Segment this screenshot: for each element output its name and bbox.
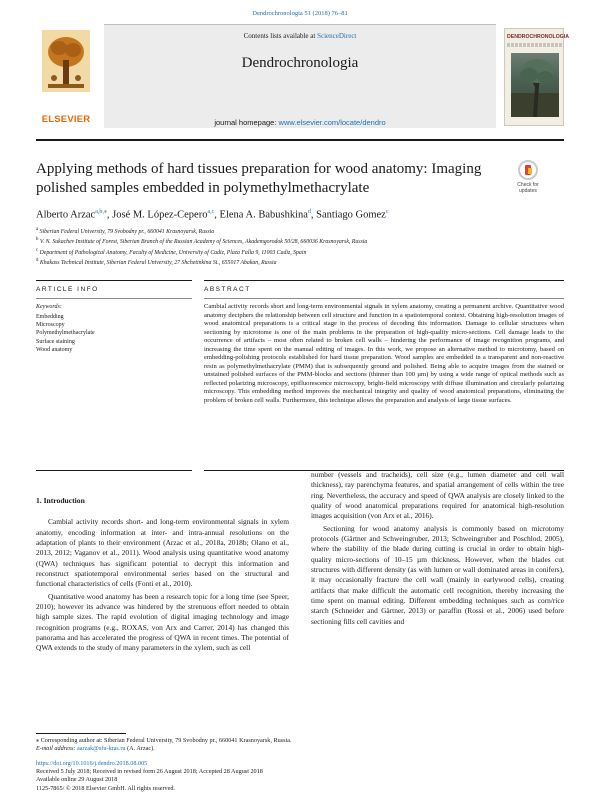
corresponding-author-note: ⁎ Corresponding author at: Siberian Federal University, 79 Svobodny pr., 660041 Krasnoyarsk, Russia. [36, 737, 292, 744]
journal-name: Dendrochronologia [241, 55, 359, 71]
affiliation-marker: d [36, 257, 39, 263]
author-affiliation-marker[interactable]: c [385, 209, 389, 215]
author-name[interactable]: José M. López-Cepero [112, 209, 208, 221]
abstract-heading: ABSTRACT [204, 286, 251, 293]
body-column-left [36, 488, 289, 656]
body-paragraph: Quantitative wood anatomy has been a research topic for a long time (see Speer, 2010); however its advance was hindered by the strenuous effort needed to obtain high sample sizes. The rapid evolution of digital imaging technology and image recognition programs (e.g., ROXAS, von Arx and Carrer, 2014) has changed this panorama and has accelerated the progress of QWA in recent times. The potential of QWA extends to the study of many parameters in the xylem, such as cell [36, 591, 289, 653]
affiliation-text: Siberian Federal University, 79 Svobodny pr., 660041 Krasnoyarsk, Russia [39, 228, 215, 235]
article-info-bottom-rule [36, 470, 192, 471]
abstract-sub-rule [204, 298, 564, 299]
author-affiliation-marker[interactable]: d [307, 209, 311, 215]
article-info-heading: ARTICLE INFO [36, 286, 99, 293]
keyword-item: Microscopy [36, 322, 65, 329]
body-paragraph: Cambial activity records short- and long-term environmental signals in xylem anatomy, encoding information at inter- and intra-annual resolutions on the adaptation of plants to their environment (Arzac et al., 2018a, 2018b; Olano et al., 2013, 2012; Vaganov et al., 2011). Wood analysis using quantitative wood anatomy (QWA) techniques has significant potential to decrypt this information and reconstruct spatiotemporal environmental series based on the structural and functional characteristics of cells (Fonti et al., 2010). [36, 517, 289, 589]
author-affiliation-marker[interactable]: a,b,⁎ [95, 209, 107, 215]
footnote [36, 737, 564, 753]
homepage-label: journal homepage: [214, 118, 279, 127]
email-link[interactable]: aarzak@sfu-kras.ru [77, 745, 126, 753]
keywords-label: Keywords: [36, 304, 62, 310]
affiliation-text: Khakass Technical Institute, Siberian Federal University, 27 Shchetinkina St., 655017 Abakan, Russia [39, 259, 277, 266]
keyword-list [36, 313, 95, 354]
keyword-item: Surface staining [36, 338, 75, 345]
body-paragraph: Sectioning for wood anatomy analysis is commonly based on microtomy protocols (Gärtner and Schweingruber, 2013; Schweingruber and Poschlod, 2005), where the stability of the blade during cutting is crucial in order to obtain high-quality micro-sections of 10–15 µm thickness. However, when the blades cut structures with different density (as with lumen or wall dominated areas in conifers), it may occasionally fracture the cell wall (mainly in earlywood cells), creating artifacts that make difficult the automatic cell recognition, thereby increasing the time spent on manual editing. Different embedding techniques such as corn/rice starch (Schneider and Gärtner, 2013) or paraffin (Rossi et al., 2006) used before sectioning fills cell cavities and [311, 523, 564, 626]
check-updates-icon [518, 160, 538, 180]
keyword-item: Embedding [36, 314, 64, 320]
affiliation-text: Department of Pathological Anatomy, Faculty of Medicine, University of Cadiz, Plaza Falla 9, 11003 Cadiz, Spain [39, 249, 307, 256]
cover-title: DENDROCHRONOLOGIA [507, 34, 569, 40]
header-divider [36, 139, 564, 141]
journal-citation[interactable]: Dendrochronologia 51 (2018) 76–81 [252, 10, 348, 17]
publisher-name: ELSEVIER [41, 114, 91, 125]
homepage-link[interactable]: www.elsevier.com/locate/dendro [278, 118, 386, 127]
author-affiliation-marker[interactable]: a,c [207, 209, 215, 215]
elsevier-tree-icon [42, 30, 90, 92]
article-title: Applying methods of hard tissues preparation for wood anatomy: Imaging polished samples embedded in polymethylmethacrylate [36, 161, 482, 196]
cover-subtitle-line [507, 43, 563, 47]
author-name[interactable]: Santiago Gomez [316, 209, 386, 221]
section-heading: 1. Introduction [36, 496, 85, 505]
journal-cover[interactable] [504, 28, 569, 126]
contents-line [104, 32, 496, 40]
affiliation-item [36, 226, 564, 236]
check-updates-label: Check for updates [517, 182, 539, 194]
body-column-right [311, 470, 564, 629]
article-info-sub-rule [36, 298, 192, 299]
elsevier-logo[interactable] [36, 24, 96, 124]
article-info-top-rule [36, 280, 192, 281]
copyright-line: 1125-7865/ © 2018 Elsevier GmbH. All rights reserved. [36, 784, 176, 792]
sciencedirect-link[interactable]: ScienceDirect [317, 32, 357, 40]
keyword-item: Wood anatomy [36, 346, 73, 353]
affiliation-list [36, 226, 564, 267]
check-for-updates-badge[interactable] [508, 160, 548, 204]
author-name[interactable]: Elena A. Babushkina [219, 209, 308, 221]
affiliation-item [36, 247, 564, 257]
contents-prefix: Contents lists available at [243, 32, 318, 40]
author-list: Alberto Arzac$^{a,b,⁎}$, José M. López-Cepero$^{a,c}$, Elena A. Babushkina$^d$, Santiago Gomez$^c$ [36, 209, 389, 221]
affiliation-marker: a [36, 227, 39, 232]
affiliation-marker: b [36, 237, 39, 243]
cover-tree-image [511, 53, 559, 117]
footnote-divider [36, 733, 126, 734]
author-name[interactable]: Alberto Arzac [36, 209, 96, 221]
abstract-text: Cambial activity records short and long-term environmental signals in xylem anatomy, creating a permanent archive. Quantitative wood anatomy deciphers the relationship between cell structure and function in a spatiotemporal context. Obtaining high-resolution images of wood anatomical preparations is a critical stage in the process of decoding this information. Damage to cellular structures when sectioning by microtome is one of the main problems in the preparation of high-quality micro-sections. Cell damage leads to the occurrence of artifacts – most often related to broken cell walls – hindering the performance of image recognition programs, and increasing the time spent on the manual editing of images. In this work, we propose an alternative method to microtomy, based on embedding-polishing protocols established for hard tissue preparation. Wood samples are embedded in a transparent and non-reactive resin as polymethylmethacrylate (PMM) that is subsequently ground and polished. Being able to acquire images from the stained or unstained polished surfaces of the PMM-blocks and sections (thinner than 100 µm) by using a wide range of optical methods such as reflected polarizing microscopy, epifluorescence microscopy, bright-field microscopy with diffuse illumination and circularly polarizing microscopy. This embedding method improves the mechanical integrity and quality of wood anatomical preparations, eliminating the problem of broken cell walls. Furthermore, this technique allows the preparation and analysis of large tissue surfaces. [204, 303, 564, 405]
received-dates: Received 5 July 2018; Received in revised form 26 August 2018; Accepted 28 August 2018 [36, 768, 263, 776]
journal-header [36, 24, 569, 134]
abstract-top-rule [204, 280, 564, 281]
online-date: Available online 29 August 2018 [36, 776, 118, 784]
affiliation-text: V. N. Sukachev Institute of Forest, Siberian Branch of the Russian Academy of Sciences, Akademgorodok 50/28, 660036 Krasnoyarsk, Russia [39, 239, 368, 246]
journal-banner [104, 24, 496, 128]
body-paragraph: number (vessels and tracheids), cell size (e.g., lumen diameter and cell wall thickness), ray parenchyma features, and spatial arrangement of cells within the tree ring. Nevertheless, the accuracy and speed of QWA analysis are closely linked to the quality of wood anatomical preparations required for anatomical high-resolution images acquisition (von Arx et al., 2016). [311, 470, 564, 521]
affiliation-item [36, 236, 564, 246]
email-owner: (A. Arzac). [125, 745, 155, 753]
affiliation-item [36, 257, 564, 267]
publication-info [36, 760, 564, 793]
journal-homepage [104, 118, 496, 127]
email-line [36, 745, 564, 753]
keyword-item: Polymethylmethacrylate [36, 330, 95, 337]
email-label: E-mail address: [36, 745, 78, 753]
doi-link[interactable]: https://doi.org/10.1016/j.dendro.2018.08.005 [36, 760, 148, 767]
affiliation-marker: c [36, 247, 39, 253]
